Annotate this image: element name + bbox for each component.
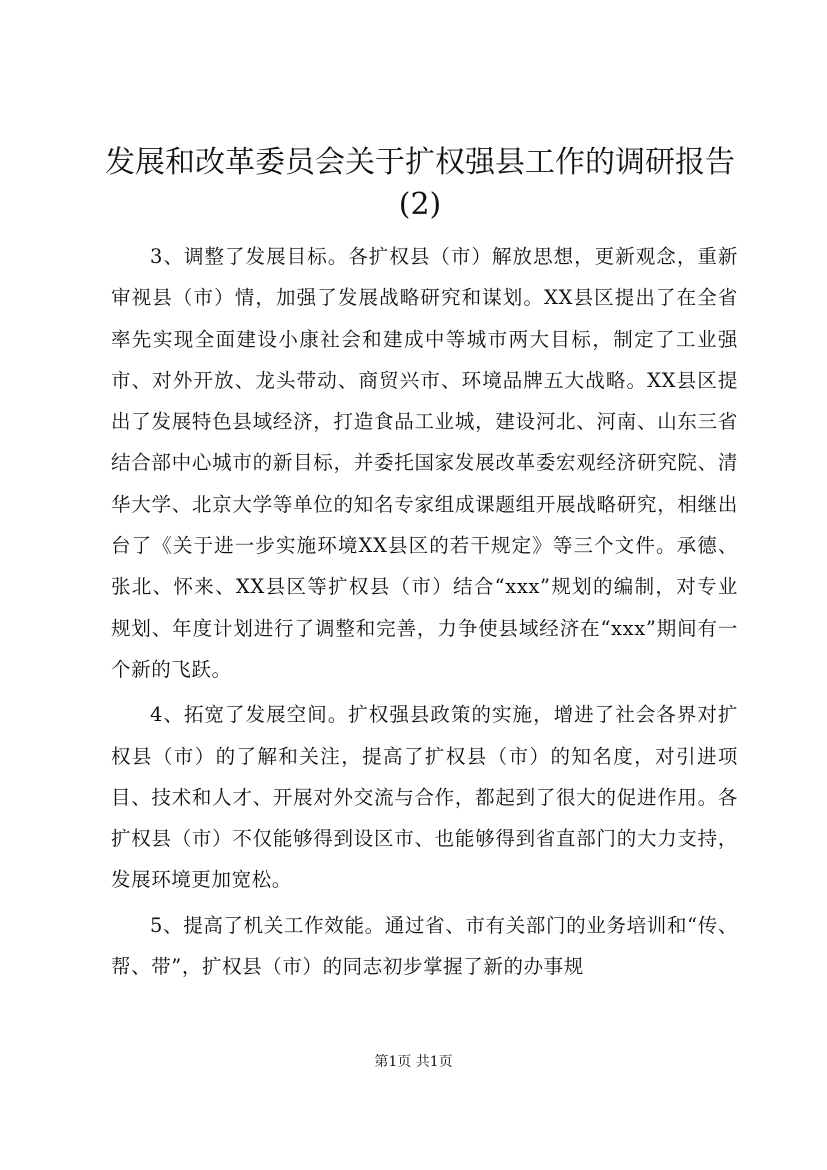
document-body — [111, 236, 738, 987]
paragraph-3: 3、调整了发展目标。各扩权县（市）解放思想，更新观念，重新审视县（市）情，加强了发展战略研究和谋划。XX县区提出了在全省率先实现全面建设小康社会和建成中等城市两大目标，制定了工业强市、对外开放、龙头带动、商贸兴市、环境品牌五大战略。XX县区提出了发展特色县域经济，打造食品工业城，建设河北、河南、山东三省结合部中心城市的新目标，并委托国家发展改革委宏观经济研究院、清华大学、北京大学等单位的知名专家组成课题组开展战略研究，相继出台了《关于进一步实施环境XX县区的若干规定》等三个文件。承德、张北、怀来、XX县区等扩权县（市）结合“xxx”规划的编制，对专业规划、年度计划进行了调整和完善，力争使县域经济在“xxx”期间有一个新的飞跃。 — [111, 245, 738, 681]
page-number-footer: 第1页 共1页 — [374, 1054, 453, 1070]
paragraph-5: 5、提高了机关工作效能。通过省、市有关部门的业务培训和“传、帮、带”，扩权县（市）的同志初步掌握了新的办事规 — [111, 913, 738, 979]
paragraph-4: 4、拓宽了发展空间。扩权强县政策的实施，增进了社会各界对扩权县（市）的了解和关注，提高了扩权县（市）的知名度，对引进项目、技术和人才、开展对外交流与合作，都起到了很大的促进作用。各扩权县（市）不仅能够得到设区市、也能够得到省直部门的大力支持，发展环境更加宽松。 — [111, 703, 738, 892]
document-title: 发展和改革委员会关于扩权强县工作的调研报告(2) — [105, 145, 735, 222]
